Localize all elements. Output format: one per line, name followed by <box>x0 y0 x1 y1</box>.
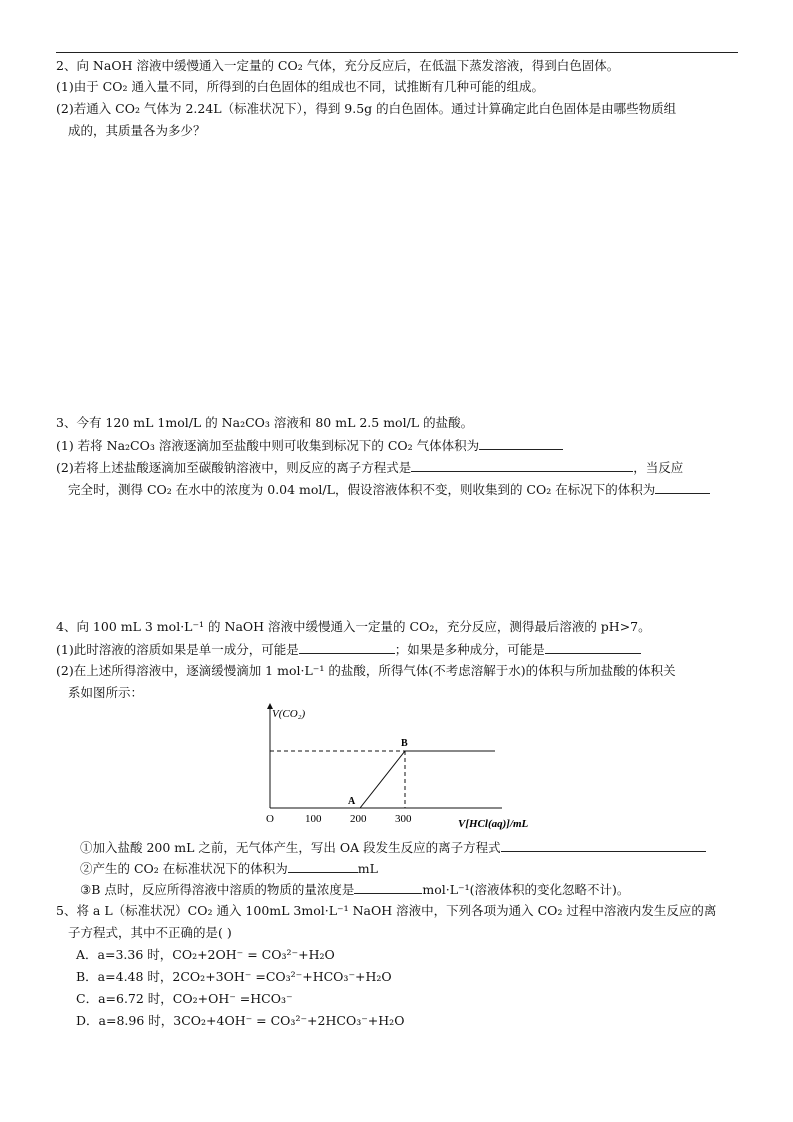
q4-part2-line2: 系如图所示： <box>68 685 144 700</box>
point-label-group <box>348 738 408 807</box>
q4-sub3-text: ③B 点时，反应所得溶液中溶质的物质的量浓度是 <box>80 882 355 897</box>
q4-sub1 <box>80 839 706 856</box>
x-tick-label-200: 200 <box>350 813 367 825</box>
q4-sub3-tail: mol·L⁻¹(溶液体积的变化忽略不计)。 <box>422 882 630 897</box>
q2-stem: 2、向 NaOH 溶液中缓慢通入一定量的 CO₂ 气体，充分反应后，在低温下蒸发溶液，得到白色固体。 <box>56 58 620 73</box>
q4-stem: 4、向 100 mL 3 mol·L⁻¹ 的 NaOH 溶液中缓慢通入一定量的 CO₂，充分反应，测得最后溶液的 pH>7。 <box>56 619 651 634</box>
q3-volume-blank[interactable] <box>655 481 710 494</box>
y-axis-label: V(CO₂) <box>272 708 306 720</box>
q5-option-a[interactable]: A．a=3.36 时，CO₂+2OH⁻ = CO₃²⁻+H₂O <box>76 947 335 962</box>
q4-part1 <box>56 641 641 658</box>
q3-part2-text: (2)若将上述盐酸逐滴加至碳酸钠溶液中，则反应的离子方程式是 <box>56 460 412 475</box>
q5-option-d[interactable]: D．a=8.96 时，3CO₂+4OH⁻ = CO₃²⁻+2HCO₃⁻+H₂O <box>76 1013 405 1028</box>
q4-mixed-solute-blank[interactable] <box>545 641 641 654</box>
q4-oa-equation-blank[interactable] <box>501 839 706 852</box>
point-label-A: A <box>348 796 356 807</box>
q4-single-solute-blank[interactable] <box>299 641 395 654</box>
q4-concentration-blank[interactable] <box>354 881 422 894</box>
q4-sub1-text: ①加入盐酸 200 mL 之前，无气体产生，写出 OA 段发生反应的离子方程式 <box>80 840 501 855</box>
q2-part2-line2: 成的，其质量各为多少？ <box>68 123 206 138</box>
q3-part2-tail: ，当反应 <box>633 460 684 475</box>
q5-stem-line2: 子方程式，其中不正确的是( ) <box>68 925 232 940</box>
q2-part2-line1: (2)若通入 CO₂ 气体为 2.24L（标准状况下），得到 9.5g 的白色固体。通过计算确定此白色固体是由哪些物质组 <box>56 101 677 116</box>
q4-part2-line1: (2)在上述所得溶液中，逐滴缓慢滴加 1 mol·L⁻¹ 的盐酸，所得气体(不考虑溶解于水)的体积与所加盐酸的体积关 <box>56 663 676 678</box>
q5-option-c[interactable]: C．a=6.72 时，CO₂+OH⁻ =HCO₃⁻ <box>76 991 293 1006</box>
header-rule <box>56 52 738 53</box>
q2-part1: (1)由于 CO₂ 通入量不同，所得到的白色固体的组成也不同，试推断有几种可能的组成。 <box>56 79 544 94</box>
q4-sub2-unit: mL <box>357 861 378 876</box>
origin-label: O <box>266 813 274 825</box>
co2-volume-chart <box>252 700 552 835</box>
x-tick-label-300: 300 <box>395 813 412 825</box>
x-axis-label: V[HCl(aq)]/mL <box>458 818 529 830</box>
x-tick-label-100: 100 <box>305 813 322 825</box>
dashed-guide-group <box>270 751 405 808</box>
q3-part2-line2-text: 完全时，测得 CO₂ 在水中的浓度为 0.04 mol/L，假设溶液体积不变，则收集到的 CO₂ 在标况下的体积为 <box>68 482 656 497</box>
q4-part1-text-a: (1)此时溶液的溶质如果是单一成分，可能是 <box>56 642 299 657</box>
co2-volume-series-line <box>270 751 495 808</box>
x-tick-group <box>305 813 412 825</box>
q5-option-b[interactable]: B．a=4.48 时，2CO₂+3OH⁻ =CO₃²⁻+HCO₃⁻+H₂O <box>76 969 392 984</box>
q4-sub2 <box>80 860 378 877</box>
q5-stem-line1: 5、将 a L（标准状况）CO₂ 通入 100mL 3mol·L⁻¹ NaOH 溶液中，下列各项为通入 CO₂ 过程中溶液内发生反应的离 <box>56 903 717 918</box>
q3-part2-line2 <box>68 481 710 498</box>
q3-stem: 3、今有 120 mL 1mol/L 的 Na₂CO₃ 溶液和 80 mL 2.5 mol/L 的盐酸。 <box>56 415 474 430</box>
q3-part1-text: (1) 若将 Na₂CO₃ 溶液逐滴加至盐酸中则可收集到标况下的 CO₂ 气体体积为 <box>56 438 480 453</box>
q3-part2-line1 <box>56 459 683 476</box>
q3-equation-blank[interactable] <box>411 459 633 472</box>
q4-sub2-text: ②产生的 CO₂ 在标准状况下的体积为 <box>80 861 288 876</box>
q4-sub3 <box>80 881 629 898</box>
q3-part1 <box>56 437 563 454</box>
point-label-B: B <box>401 738 408 749</box>
q4-co2-volume-blank[interactable] <box>288 860 358 873</box>
q4-part1-text-b: ；如果是多种成分，可能是 <box>394 642 545 657</box>
q3-part1-answer-blank[interactable] <box>479 437 563 450</box>
